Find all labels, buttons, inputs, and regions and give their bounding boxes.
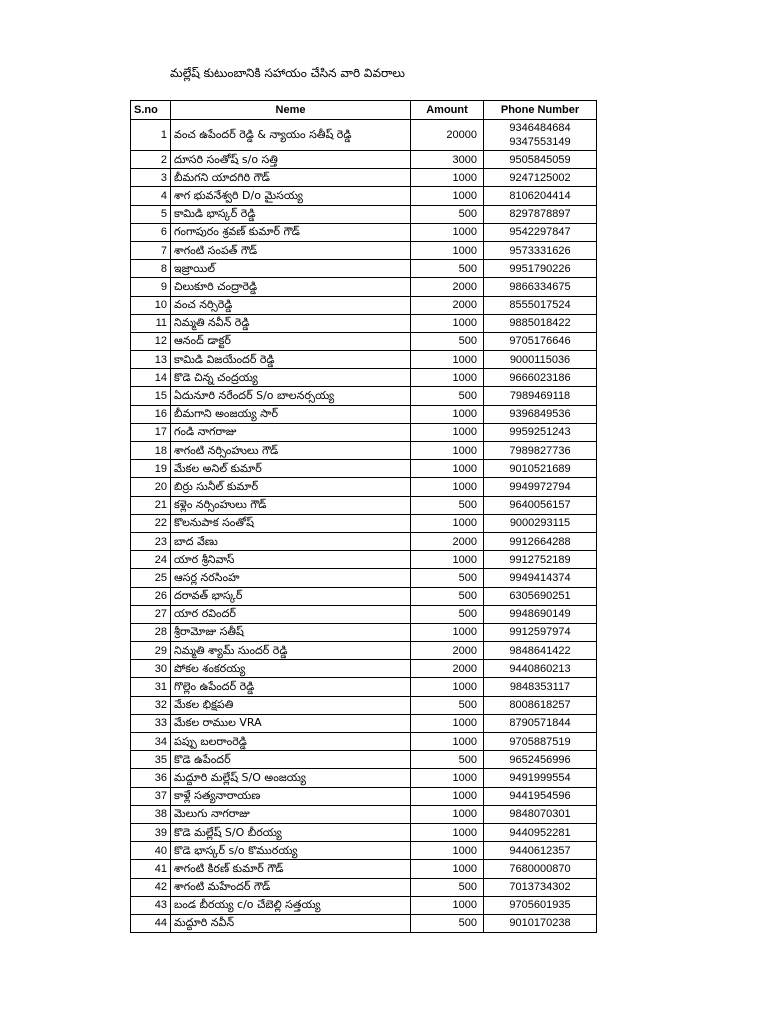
cell-amount: 500 — [411, 878, 484, 896]
cell-phone — [484, 405, 597, 423]
cell-name: ఏదునూరి నరేందర్ S/o బాలనర్సయ్య — [171, 387, 411, 405]
cell-sno: 16 — [131, 405, 171, 423]
cell-amount: 20000 — [411, 120, 484, 151]
header-phone: Phone Number — [484, 101, 597, 120]
cell-amount: 2000 — [411, 532, 484, 550]
cell-sno: 38 — [131, 805, 171, 823]
table-row — [131, 187, 597, 205]
cell-phone — [484, 642, 597, 660]
cell-name: వంచ ఉపేందర్ రెడ్డి & న్యాయం సతీష్ రెడ్డి — [171, 120, 411, 151]
cell-name: శాగంటి కిరణ్ కుమార్ గౌడ్ — [171, 860, 411, 878]
cell-amount: 1000 — [411, 423, 484, 441]
cell-amount: 1000 — [411, 478, 484, 496]
cell-amount: 1000 — [411, 714, 484, 732]
table-row — [131, 223, 597, 241]
table-row — [131, 369, 597, 387]
cell-amount: 1000 — [411, 678, 484, 696]
cell-sno: 28 — [131, 623, 171, 641]
cell-name: కొలనుపాక సంతోష్ — [171, 514, 411, 532]
cell-name: ఆసర్ల నరసింహ — [171, 569, 411, 587]
cell-sno: 5 — [131, 205, 171, 223]
phone-number: 8106204414 — [509, 189, 571, 202]
cell-phone — [484, 714, 597, 732]
cell-phone — [484, 205, 597, 223]
table-row — [131, 120, 597, 151]
cell-name: నిమ్మతి శ్యామ్ సుందర్ రెడ్డి — [171, 642, 411, 660]
cell-sno: 7 — [131, 241, 171, 259]
cell-amount: 500 — [411, 696, 484, 714]
cell-phone — [484, 478, 597, 496]
cell-amount: 1000 — [411, 823, 484, 841]
table-row — [131, 296, 597, 314]
cell-amount: 2000 — [411, 296, 484, 314]
cell-name: నిమ్మతి నవీన్ రెడ్డి — [171, 314, 411, 332]
phone-number: 9441954596 — [509, 790, 571, 803]
cell-name: మేకల రాముల VRA — [171, 714, 411, 732]
cell-name: వంచ నర్సిరెడ్డి — [171, 296, 411, 314]
cell-name: మేకల భిక్షపతి — [171, 696, 411, 714]
cell-sno: 34 — [131, 733, 171, 751]
cell-phone — [484, 514, 597, 532]
cell-sno: 11 — [131, 314, 171, 332]
phone-number: 9949972794 — [509, 480, 571, 493]
cell-name: కొడె ఉపేందర్ — [171, 751, 411, 769]
table-row — [131, 569, 597, 587]
cell-phone — [484, 332, 597, 350]
phone-number: 9866334675 — [509, 280, 571, 293]
cell-sno: 12 — [131, 332, 171, 350]
cell-name: కామిడి విజయేందర్ రెడ్డి — [171, 351, 411, 369]
cell-amount: 1000 — [411, 623, 484, 641]
table-row — [131, 805, 597, 823]
cell-amount: 1000 — [411, 896, 484, 914]
cell-name: బీమగని యాదగిరి గౌడ్ — [171, 169, 411, 187]
phone-number: 9848070301 — [509, 808, 571, 821]
table-row — [131, 787, 597, 805]
cell-sno: 31 — [131, 678, 171, 696]
cell-amount: 500 — [411, 914, 484, 932]
phone-number: 9848641422 — [509, 644, 571, 657]
cell-phone — [484, 660, 597, 678]
table-row — [131, 823, 597, 841]
cell-sno: 39 — [131, 823, 171, 841]
phone-number: 9010521689 — [509, 462, 571, 475]
phone-number: 7680000870 — [509, 862, 571, 875]
table-row — [131, 460, 597, 478]
cell-amount: 1000 — [411, 460, 484, 478]
phone-number: 9640056157 — [509, 499, 571, 512]
cell-sno: 15 — [131, 387, 171, 405]
cell-phone — [484, 751, 597, 769]
cell-amount: 500 — [411, 751, 484, 769]
phone-number: 9542297847 — [509, 226, 571, 239]
phone-number: 7989827736 — [509, 444, 571, 457]
cell-sno: 21 — [131, 496, 171, 514]
table-row — [131, 514, 597, 532]
phone-number: 9951790226 — [509, 262, 571, 275]
cell-amount: 1000 — [411, 405, 484, 423]
cell-name: ఇజ్రాయిల్ — [171, 260, 411, 278]
cell-phone — [484, 696, 597, 714]
phone-number: 9848353117 — [509, 681, 571, 694]
table-row — [131, 696, 597, 714]
table-row — [131, 642, 597, 660]
cell-amount: 1000 — [411, 805, 484, 823]
phone-number: 9573331626 — [509, 244, 571, 257]
cell-name: మద్దూరి మల్లేష్ S/O అంజయ్య — [171, 769, 411, 787]
table-body — [131, 120, 597, 933]
cell-name: యార శ్రీనివాస్ — [171, 551, 411, 569]
table-row — [131, 860, 597, 878]
table-row — [131, 351, 597, 369]
table-row — [131, 660, 597, 678]
cell-name: కొడె మల్లేష్ S/O బీరయ్య — [171, 823, 411, 841]
cell-phone — [484, 296, 597, 314]
cell-name: దూసరి సంతోష్ s/o సత్తి — [171, 151, 411, 169]
cell-phone — [484, 278, 597, 296]
cell-amount: 500 — [411, 260, 484, 278]
cell-sno: 23 — [131, 532, 171, 550]
cell-amount: 1000 — [411, 442, 484, 460]
cell-phone — [484, 623, 597, 641]
phone-number: 9885018422 — [509, 317, 571, 330]
cell-phone — [484, 551, 597, 569]
table-row — [131, 769, 597, 787]
phone-number: 9912597974 — [509, 626, 571, 639]
cell-sno: 40 — [131, 842, 171, 860]
phone-number: 9247125002 — [509, 171, 571, 184]
phone-number: 9912752189 — [509, 553, 571, 566]
cell-sno: 22 — [131, 514, 171, 532]
table-row — [131, 605, 597, 623]
phone-number: 9705601935 — [509, 899, 571, 912]
header-name: Neme — [171, 101, 411, 120]
cell-amount: 1000 — [411, 351, 484, 369]
cell-phone — [484, 605, 597, 623]
phone-number: 9440860213 — [509, 662, 571, 675]
cell-name: గంగాపురం శ్రవణ్ కుమార్ గౌడ్ — [171, 223, 411, 241]
cell-amount: 3000 — [411, 151, 484, 169]
cell-sno: 41 — [131, 860, 171, 878]
phone-number: 8790571844 — [509, 717, 571, 730]
phone-number: 9505845059 — [509, 153, 571, 166]
cell-name: పప్పు బలరాంరెడ్డి — [171, 733, 411, 751]
cell-phone — [484, 805, 597, 823]
cell-sno: 6 — [131, 223, 171, 241]
header-sno: S.no — [131, 101, 171, 120]
cell-name: శ్రీరామోజు సతీష్ — [171, 623, 411, 641]
phone-number: 9000115036 — [509, 353, 571, 366]
cell-amount: 1000 — [411, 842, 484, 860]
cell-phone — [484, 120, 597, 151]
cell-sno: 42 — [131, 878, 171, 896]
phone-number: 9959251243 — [509, 426, 571, 439]
phone-number: 8555017524 — [509, 299, 571, 312]
phone-number: 6305690251 — [509, 590, 571, 603]
cell-phone — [484, 496, 597, 514]
cell-sno: 35 — [131, 751, 171, 769]
cell-amount: 2000 — [411, 642, 484, 660]
cell-sno: 9 — [131, 278, 171, 296]
table-row — [131, 241, 597, 259]
cell-amount: 1000 — [411, 551, 484, 569]
table-row — [131, 623, 597, 641]
cell-name: కళ్లెం నర్సింహులు గౌడ్ — [171, 496, 411, 514]
cell-name: బీమగాని అంజయ్య సార్ — [171, 405, 411, 423]
cell-sno: 18 — [131, 442, 171, 460]
cell-phone — [484, 842, 597, 860]
cell-phone — [484, 769, 597, 787]
cell-name: గొల్లెం ఉపేందర్ రెడ్డి — [171, 678, 411, 696]
cell-sno: 8 — [131, 260, 171, 278]
cell-phone — [484, 914, 597, 932]
table-row — [131, 169, 597, 187]
table-row — [131, 278, 597, 296]
cell-name: శాగ భువనేశ్వరి D/o మైసయ్య — [171, 187, 411, 205]
cell-name: దరావత్ భాస్కర్ — [171, 587, 411, 605]
cell-phone — [484, 896, 597, 914]
cell-sno: 26 — [131, 587, 171, 605]
cell-name: బాద వేణు — [171, 532, 411, 550]
cell-phone — [484, 532, 597, 550]
table-row — [131, 332, 597, 350]
phone-number: 9666023186 — [509, 371, 571, 384]
table-row — [131, 314, 597, 332]
cell-sno: 4 — [131, 187, 171, 205]
cell-amount: 2000 — [411, 278, 484, 296]
cell-amount: 500 — [411, 587, 484, 605]
cell-phone — [484, 241, 597, 259]
cell-phone — [484, 787, 597, 805]
cell-sno: 32 — [131, 696, 171, 714]
cell-phone — [484, 442, 597, 460]
table-row — [131, 478, 597, 496]
cell-phone — [484, 460, 597, 478]
cell-phone — [484, 733, 597, 751]
cell-sno: 25 — [131, 569, 171, 587]
cell-phone — [484, 260, 597, 278]
cell-amount: 1000 — [411, 169, 484, 187]
phone-number: 9440952281 — [509, 826, 571, 839]
cell-name: చిలుకూరి చంద్రారెడ్డి — [171, 278, 411, 296]
cell-name: కామిడి భాస్కర్ రెడ్డి — [171, 205, 411, 223]
cell-name: బండ బీరయ్య c/o చేబెల్లి సత్తయ్య — [171, 896, 411, 914]
header-amount: Amount — [411, 101, 484, 120]
cell-sno: 24 — [131, 551, 171, 569]
phone-number: 9705176646 — [509, 335, 571, 348]
cell-phone — [484, 351, 597, 369]
cell-phone — [484, 423, 597, 441]
cell-amount: 1000 — [411, 769, 484, 787]
table-row — [131, 914, 597, 932]
cell-amount: 1000 — [411, 241, 484, 259]
cell-amount: 2000 — [411, 660, 484, 678]
cell-name: శాగంటి సంపత్ గౌడ్ — [171, 241, 411, 259]
cell-sno: 2 — [131, 151, 171, 169]
cell-phone — [484, 151, 597, 169]
phone-number: 9010170238 — [509, 917, 571, 930]
phone-number: 7013734302 — [509, 881, 571, 894]
table-row — [131, 751, 597, 769]
cell-phone — [484, 823, 597, 841]
cell-sno: 29 — [131, 642, 171, 660]
phone-number: 9396849536 — [509, 408, 571, 421]
phone-number: 9912664288 — [509, 535, 571, 548]
cell-name: పోకల శంకరయ్య — [171, 660, 411, 678]
cell-sno: 37 — [131, 787, 171, 805]
table-row — [131, 587, 597, 605]
cell-phone — [484, 223, 597, 241]
cell-name: కొడె చిన్న చంద్రయ్య — [171, 369, 411, 387]
cell-sno: 17 — [131, 423, 171, 441]
cell-sno: 30 — [131, 660, 171, 678]
table-row — [131, 423, 597, 441]
cell-phone — [484, 187, 597, 205]
donor-table — [130, 100, 597, 933]
cell-name: యార రవిందర్ — [171, 605, 411, 623]
table-row — [131, 496, 597, 514]
cell-amount: 1000 — [411, 314, 484, 332]
cell-phone — [484, 587, 597, 605]
table-row — [131, 551, 597, 569]
cell-amount: 1000 — [411, 733, 484, 751]
table-row — [131, 733, 597, 751]
table-row — [131, 205, 597, 223]
cell-phone — [484, 569, 597, 587]
cell-name: శాగంటి నర్సింహులు గౌడ్ — [171, 442, 411, 460]
cell-sno: 44 — [131, 914, 171, 932]
cell-phone — [484, 369, 597, 387]
cell-amount: 500 — [411, 332, 484, 350]
cell-sno: 3 — [131, 169, 171, 187]
cell-sno: 10 — [131, 296, 171, 314]
phone-number: 9948690149 — [509, 608, 571, 621]
table-row — [131, 151, 597, 169]
cell-sno: 14 — [131, 369, 171, 387]
phone-number: 9347553149 — [509, 136, 571, 148]
cell-amount: 1000 — [411, 860, 484, 878]
cell-amount: 500 — [411, 569, 484, 587]
cell-amount: 1000 — [411, 787, 484, 805]
cell-phone — [484, 678, 597, 696]
cell-amount: 500 — [411, 205, 484, 223]
cell-name: మేకల అనిల్ కుమార్ — [171, 460, 411, 478]
table-row — [131, 878, 597, 896]
cell-sno: 1 — [131, 120, 171, 151]
cell-name: మద్దూరి నవీన్ — [171, 914, 411, 932]
cell-amount: 500 — [411, 387, 484, 405]
cell-phone — [484, 387, 597, 405]
cell-phone — [484, 878, 597, 896]
cell-name: గండి నాగరాజు — [171, 423, 411, 441]
cell-phone — [484, 860, 597, 878]
cell-amount: 1000 — [411, 187, 484, 205]
cell-name: శాగంటి మహేందర్ గౌడ్ — [171, 878, 411, 896]
cell-amount: 1000 — [411, 369, 484, 387]
cell-sno: 19 — [131, 460, 171, 478]
cell-sno: 33 — [131, 714, 171, 732]
table-row — [131, 678, 597, 696]
cell-name: బిర్రు సునీల్ కుమార్ — [171, 478, 411, 496]
phone-number: 8008618257 — [509, 699, 571, 712]
phone-number: 8297878897 — [509, 208, 571, 221]
cell-phone — [484, 169, 597, 187]
phone-number: 9346484684 — [509, 122, 571, 134]
cell-sno: 27 — [131, 605, 171, 623]
cell-sno: 36 — [131, 769, 171, 787]
table-row — [131, 714, 597, 732]
cell-sno: 43 — [131, 896, 171, 914]
table-row — [131, 260, 597, 278]
page-title: మల్లేష్ కుటుంబానికి సహాయం చేసిన వారి వివరాలు — [170, 66, 405, 80]
table-row — [131, 896, 597, 914]
cell-amount: 500 — [411, 605, 484, 623]
cell-amount: 1000 — [411, 223, 484, 241]
cell-phone — [484, 314, 597, 332]
phone-number: 9000293115 — [509, 517, 571, 530]
cell-sno: 13 — [131, 351, 171, 369]
phone-number: 9652456996 — [509, 753, 571, 766]
cell-name: కొడె భాస్కర్ s/o కొమురయ్య — [171, 842, 411, 860]
table-row — [131, 405, 597, 423]
cell-amount: 500 — [411, 496, 484, 514]
cell-name: ఆనంద్ డాక్టర్ — [171, 332, 411, 350]
phone-number: 9491999554 — [509, 771, 571, 784]
cell-name: కాళ్లే సత్యనారాయణ — [171, 787, 411, 805]
phone-number: 9949414374 — [509, 571, 571, 584]
table-row — [131, 532, 597, 550]
table-row — [131, 387, 597, 405]
phone-number: 9705887519 — [509, 735, 571, 748]
cell-sno: 20 — [131, 478, 171, 496]
table-header-row — [131, 101, 597, 120]
phone-number: 9440612357 — [509, 844, 571, 857]
cell-name: మెలుగు నాగరాజు — [171, 805, 411, 823]
table-row — [131, 842, 597, 860]
cell-amount: 1000 — [411, 514, 484, 532]
phone-number: 7989469118 — [509, 390, 571, 403]
table-row — [131, 442, 597, 460]
